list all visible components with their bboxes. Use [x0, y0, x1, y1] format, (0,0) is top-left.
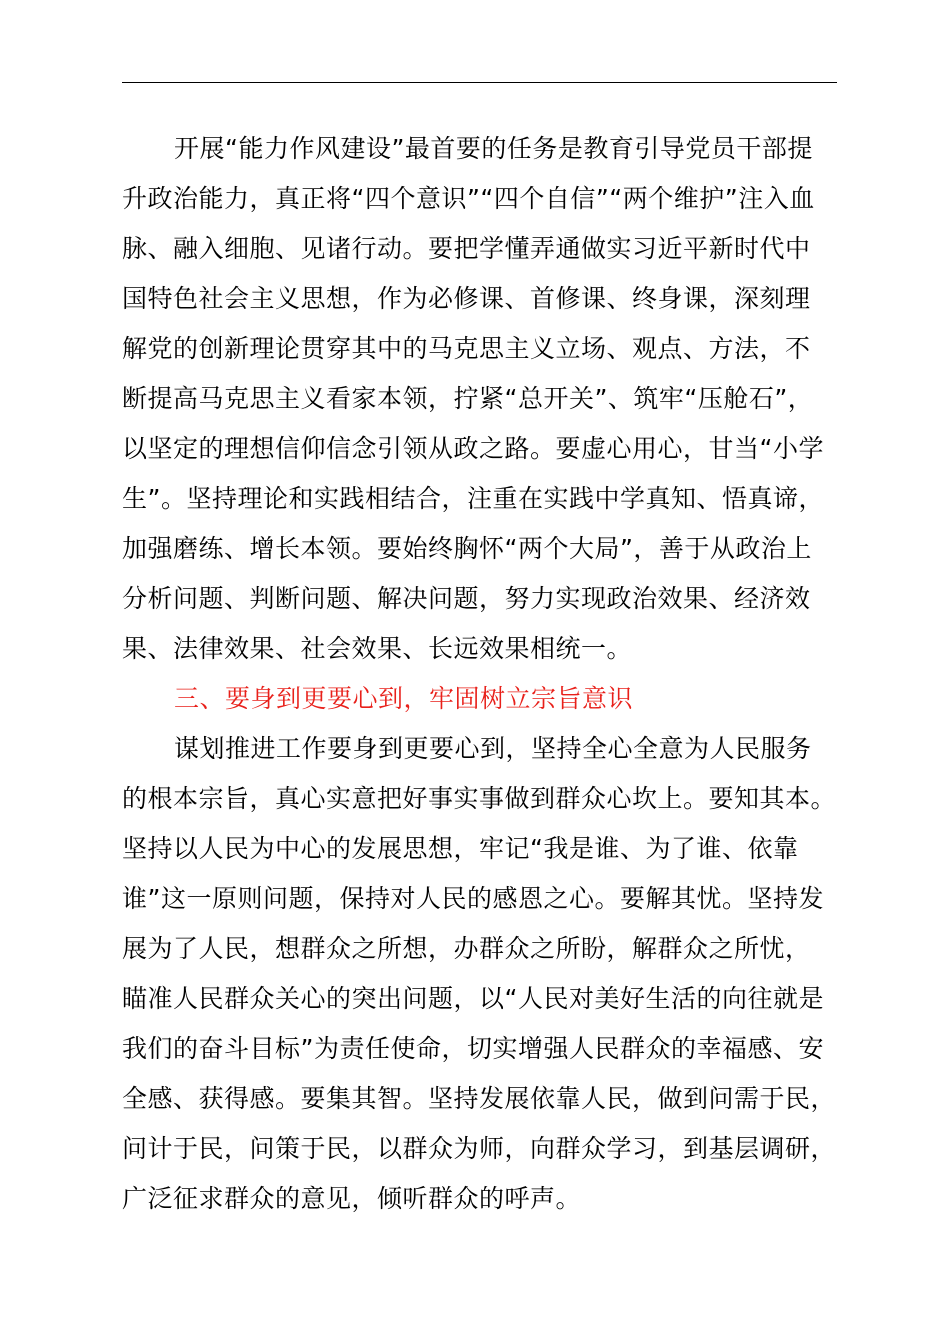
text-line: 以坚定的理想信仰信念引领从政之路。要虚心用心，甘当“小学 — [122, 434, 824, 463]
text-line: 的根本宗旨，真心实意把好事实事做到群众心坎上。要知其本。 — [122, 784, 837, 813]
paragraph-purpose-awareness — [122, 724, 844, 1224]
text-line: 广泛征求群众的意见，倾听群众的呼声。 — [122, 1184, 582, 1213]
paragraph-ability-building — [122, 124, 844, 674]
text-line: 问计于民，问策于民，以群众为师，向群众学习，到基层调研， — [122, 1134, 837, 1163]
text-line: 加强磨练、增长本领。要始终胸怀“两个大局”，善于从政治上 — [122, 534, 812, 563]
text-line: 国特色社会主义思想，作为必修课、首修课、终身课，深刻理 — [122, 284, 811, 313]
text-line: 展为了人民，想群众之所想，办群众之所盼，解群众之所忧， — [122, 934, 811, 963]
text-line: 瞄准人民群众关心的突出问题，以“人民对美好生活的向往就是 — [122, 984, 824, 1013]
text-line: 升政治能力，真正将“四个意识”“四个自信”“两个维护”注入血 — [122, 184, 815, 213]
text-line: 坚持以人民为中心的发展思想，牢记“我是谁、为了谁、依靠 — [122, 834, 799, 863]
text-line: 断提高马克思主义看家本领，拧紧“总开关”、筑牢“压舱石”， — [122, 384, 814, 413]
text-line: 果、法律效果、社会效果、长远效果相统一。 — [122, 634, 633, 663]
header-rule — [122, 82, 837, 83]
text-line: 脉、融入细胞、见诸行动。要把学懂弄通做实习近平新时代中 — [122, 234, 811, 263]
document-body — [122, 124, 844, 1224]
text-line: 解党的创新理论贯穿其中的马克思主义立场、观点、方法，不 — [122, 334, 811, 363]
text-line: 全感、获得感。要集其智。坚持发展依靠人民，做到问需于民， — [122, 1084, 837, 1113]
text-line: 开展“能力作风建设”最首要的任务是教育引导党员干部提 — [174, 134, 813, 163]
text-line: 分析问题、判断问题、解决问题，努力实现政治效果、经济效 — [122, 584, 811, 613]
text-line: 生”。坚持理论和实践相结合，注重在实践中学真知、悟真谛， — [122, 484, 824, 513]
section-heading: 三、要身到更要心到，牢固树立宗旨意识 — [174, 684, 634, 713]
text-line: 谋划推进工作要身到更要心到，坚持全心全意为人民服务 — [174, 734, 812, 763]
text-line: 谁”这一原则问题，保持对人民的感恩之心。要解其忧。坚持发 — [122, 884, 824, 913]
text-line: 我们的奋斗目标”为责任使命，切实增强人民群众的幸福感、安 — [122, 1034, 824, 1063]
